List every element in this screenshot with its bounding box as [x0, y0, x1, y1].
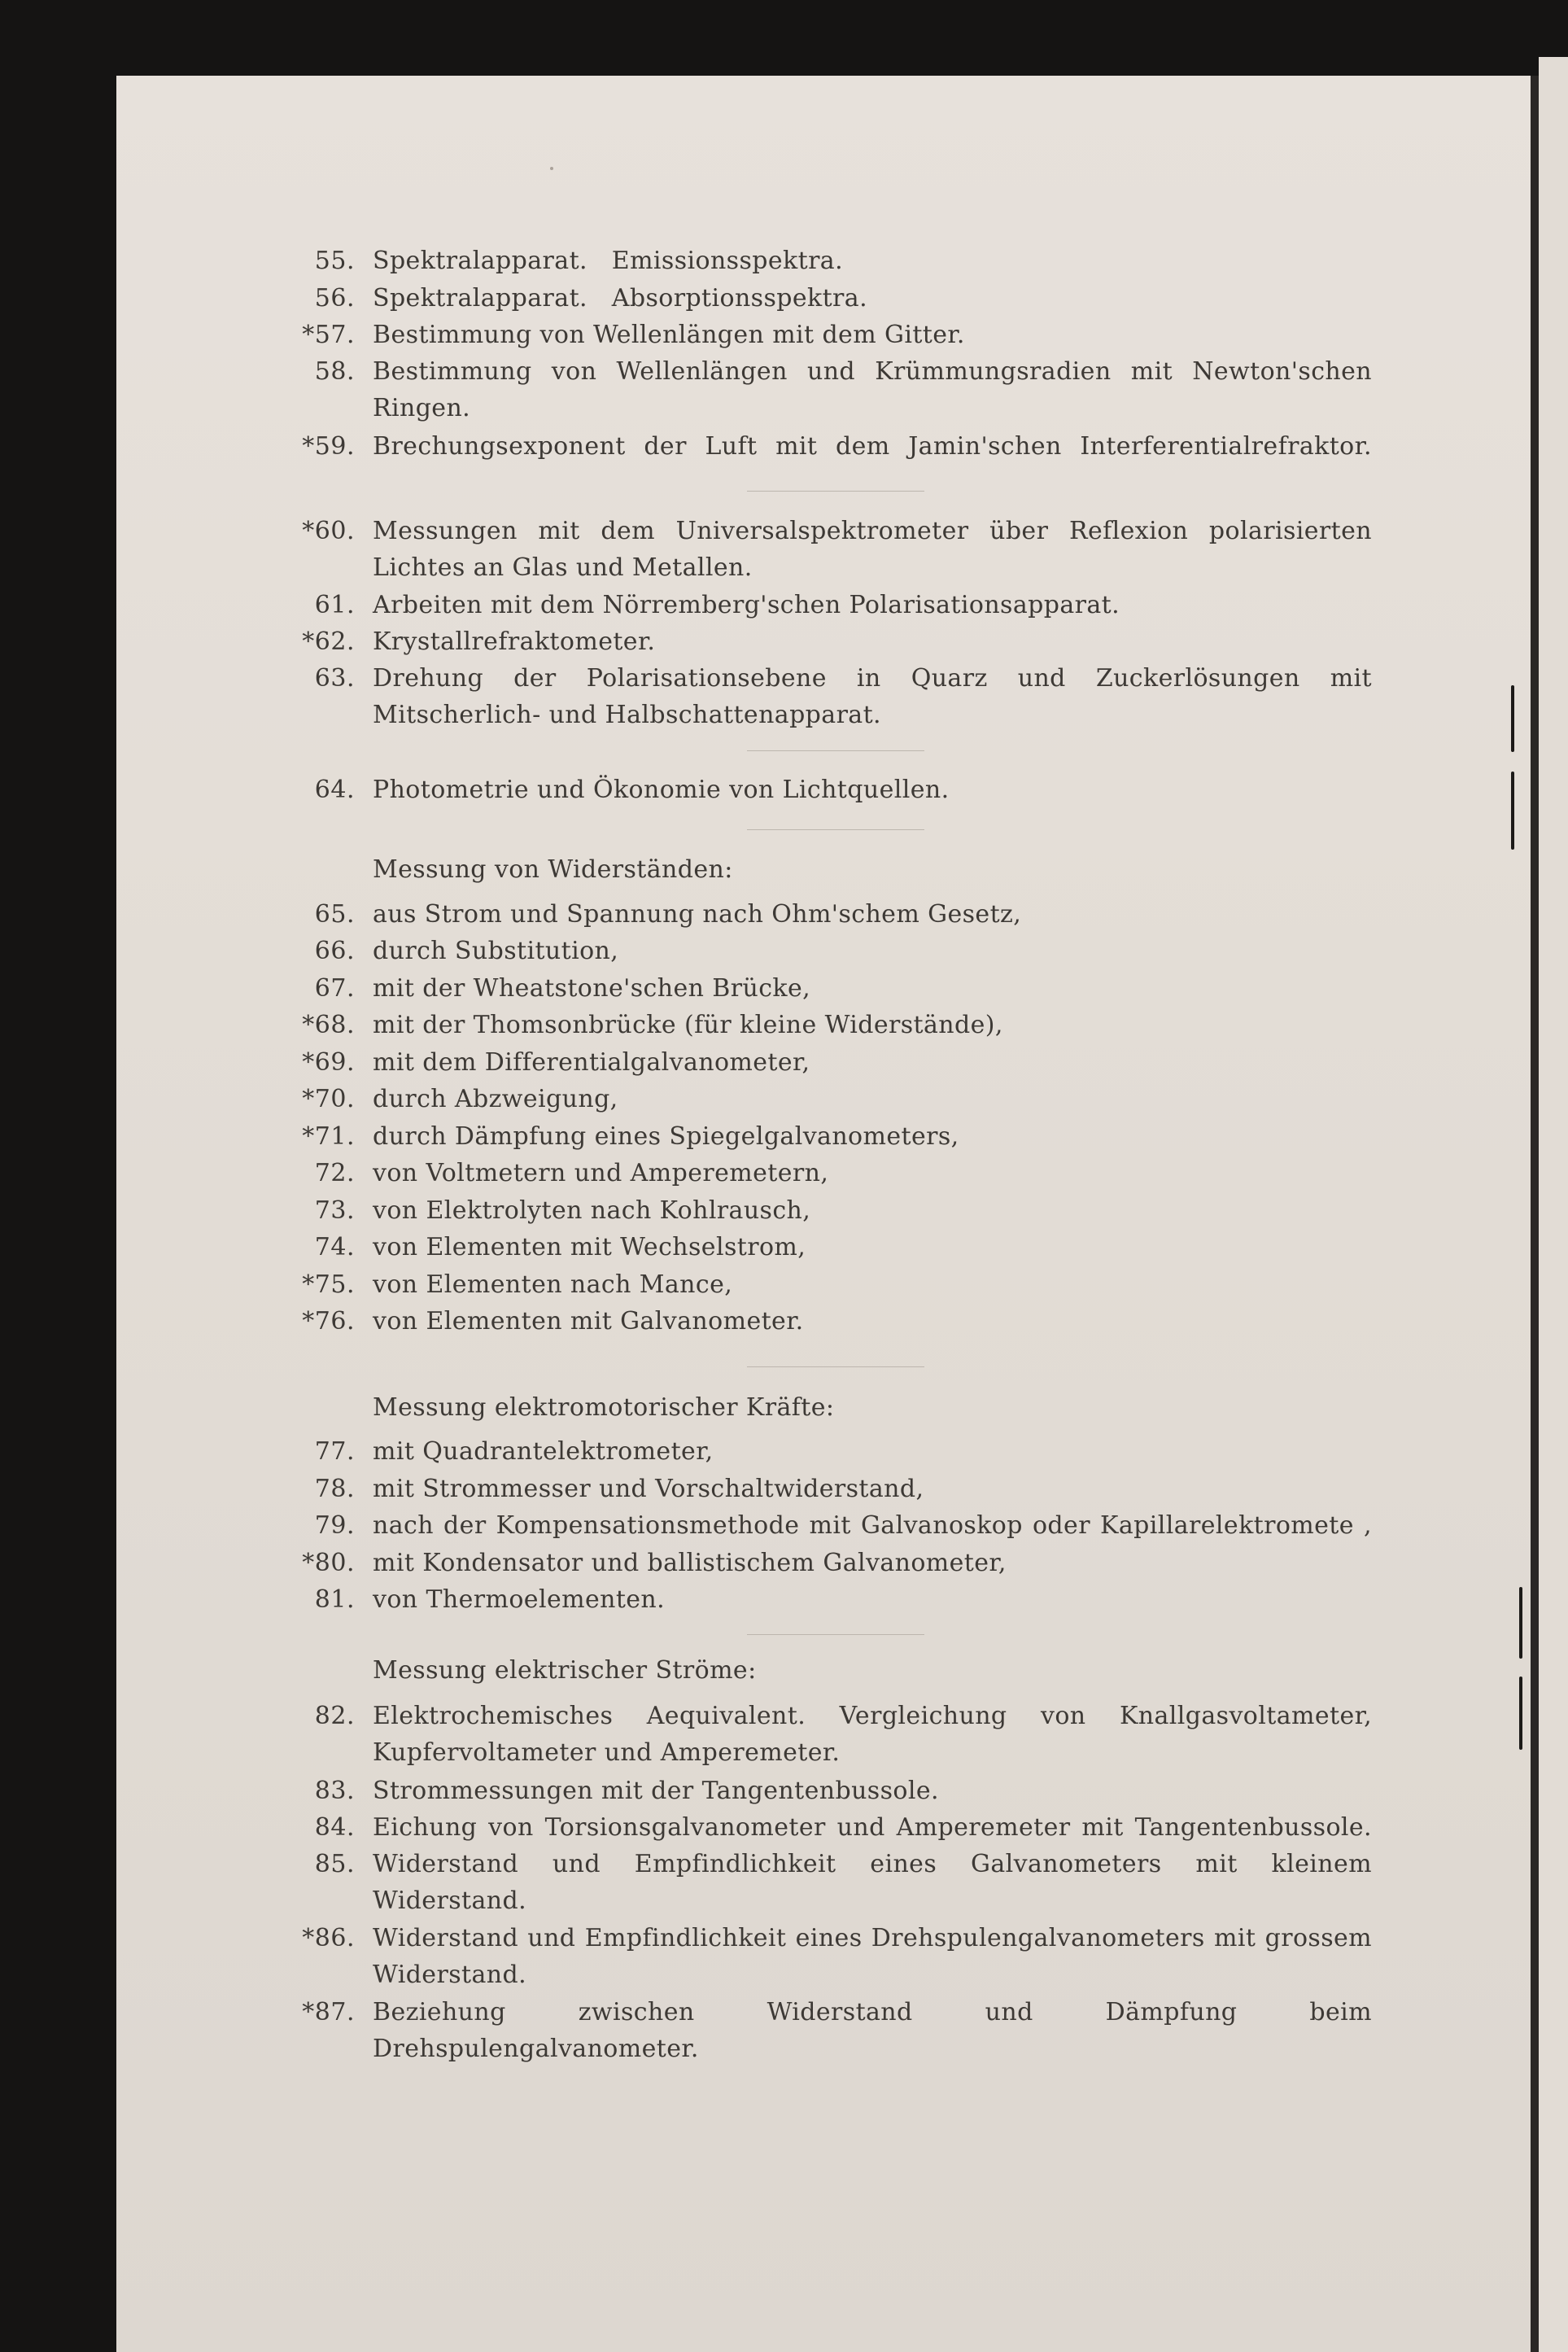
item-text: Widerstand und Empfindlichkeit eines Galvanometers mit kleinem Widerstand. — [373, 1850, 1372, 1915]
item-number: 58. — [314, 357, 355, 386]
item-number: *68. — [302, 1011, 355, 1039]
list-item — [277, 896, 1391, 933]
list-item — [277, 1303, 1391, 1340]
item-number: *87. — [302, 1998, 355, 2026]
item-number: 55. — [314, 247, 355, 275]
item-text: mit Strommesser und Vorschaltwiderstand, — [373, 1475, 924, 1503]
list-item — [277, 1229, 1391, 1266]
list-item — [277, 1118, 1391, 1155]
list-item — [277, 660, 1391, 733]
item-number: *60. — [302, 517, 355, 545]
item-text: Krystallrefraktometer. — [373, 627, 656, 656]
section-divider — [747, 829, 924, 830]
item-text: mit Quadrantelektrometer, — [373, 1437, 714, 1466]
item-text: Beziehung zwischen Widerstand und Dämpfung beim Drehspulengalvanometer. — [373, 1998, 1372, 2063]
list-item — [277, 1471, 1391, 1507]
item-number: 65. — [314, 900, 355, 929]
item-text: Arbeiten mit dem Nörremberg'schen Polarisationsapparat. — [373, 591, 1120, 619]
item-text: Widerstand und Empfindlichkeit eines Drehspulengalvanometers mit grossem Widerstand. — [373, 1924, 1372, 1989]
section-heading: Messung elektromotorischer Kräfte: — [373, 1393, 835, 1422]
item-text: aus Strom und Spannung nach Ohm'schem Gesetz, — [373, 900, 1022, 929]
item-number: 74. — [314, 1233, 355, 1261]
list-item — [277, 1433, 1391, 1470]
item-number: 78. — [314, 1475, 355, 1503]
item-number: 61. — [314, 591, 355, 619]
list-item — [277, 1581, 1391, 1618]
list-item — [277, 1698, 1391, 1771]
item-text: Strommessungen mit der Tangentenbussole. — [373, 1777, 939, 1805]
margin-mark — [1511, 685, 1514, 752]
item-text: mit dem Differentialgalvanometer, — [373, 1048, 810, 1077]
list-item — [277, 1044, 1391, 1081]
item-number: *80. — [302, 1549, 355, 1577]
item-text: durch Substitution, — [373, 937, 619, 965]
item-number: 77. — [314, 1437, 355, 1466]
list-item — [277, 587, 1391, 623]
item-text: mit der Wheatstone'schen Brücke, — [373, 974, 811, 1003]
item-text: mit Kondensator und ballistischem Galvanometer, — [373, 1549, 1007, 1577]
section-divider — [747, 750, 924, 751]
item-number: *71. — [302, 1122, 355, 1151]
item-text: Bestimmung von Wellenlängen und Krümmungsradien mit Newton'schen Ringen. — [373, 357, 1372, 422]
item-text: Brechungsexponent der Luft mit dem Jamin'schen Interferentialrefraktor. — [373, 432, 1372, 461]
margin-mark — [1511, 772, 1514, 850]
item-text: von Elementen nach Mance, — [373, 1270, 733, 1299]
list-item — [277, 772, 1391, 808]
list-item — [277, 243, 1391, 279]
item-text: durch Abzweigung, — [373, 1085, 618, 1113]
list-item — [277, 1773, 1391, 1809]
list-item — [277, 1507, 1391, 1544]
item-number: *57. — [302, 321, 355, 349]
item-text: von Elementen mit Wechselstrom, — [373, 1233, 806, 1261]
item-number: *86. — [302, 1924, 355, 1952]
item-text: Eichung von Torsionsgalvanometer und Amperemeter mit Tangentenbussole. — [373, 1813, 1372, 1842]
list-item — [277, 1809, 1391, 1846]
item-number: 73. — [314, 1196, 355, 1225]
item-number: 85. — [314, 1850, 355, 1878]
item-number: *69. — [302, 1048, 355, 1077]
list-item — [277, 623, 1391, 660]
list-item — [277, 1994, 1391, 2067]
list-item — [277, 428, 1391, 465]
list-item — [277, 353, 1391, 426]
item-number: 83. — [314, 1777, 355, 1805]
list-item — [277, 1846, 1391, 1919]
list-item — [277, 1192, 1391, 1229]
item-text: Bestimmung von Wellenlängen mit dem Gitter. — [373, 321, 965, 349]
list-item — [277, 933, 1391, 969]
item-number: 56. — [314, 284, 355, 313]
item-number: *76. — [302, 1307, 355, 1336]
list-item — [277, 317, 1391, 353]
list-item — [277, 1081, 1391, 1117]
item-number: 84. — [314, 1813, 355, 1842]
section-divider — [747, 491, 924, 492]
item-text: von Elementen mit Galvanometer. — [373, 1307, 804, 1336]
list-item — [277, 1920, 1391, 1993]
item-number: 63. — [314, 664, 355, 693]
item-text: nach der Kompensationsmethode mit Galvanoskop oder Kapillarelektromete , — [373, 1511, 1372, 1540]
item-number: 72. — [314, 1159, 355, 1187]
item-number: *70. — [302, 1085, 355, 1113]
item-number: *75. — [302, 1270, 355, 1299]
list-item — [277, 1155, 1391, 1191]
list-item — [277, 1545, 1391, 1581]
margin-mark — [1519, 1587, 1522, 1659]
section-heading: Messung elektrischer Ströme: — [373, 1656, 757, 1685]
list-item — [277, 1007, 1391, 1043]
item-text: Elektrochemisches Aequivalent. Vergleichung von Knallgasvoltameter, Kupfervoltameter und Amperemeter. — [373, 1702, 1372, 1767]
section-divider — [747, 1634, 924, 1635]
item-number: 79. — [314, 1511, 355, 1540]
item-number: *59. — [302, 432, 355, 461]
item-number: 82. — [314, 1702, 355, 1730]
item-text: von Elektrolyten nach Kohlrausch, — [373, 1196, 811, 1225]
item-number: 81. — [314, 1585, 355, 1614]
item-text: durch Dämpfung eines Spiegelgalvanometers, — [373, 1122, 959, 1151]
item-number: 67. — [314, 974, 355, 1003]
item-text: mit der Thomsonbrücke (für kleine Widerstände), — [373, 1011, 1003, 1039]
item-text: Drehung der Polarisationsebene in Quarz und Zuckerlösungen mit Mitscherlich- und Halbschattenapparat. — [373, 664, 1372, 729]
margin-mark — [1519, 1677, 1522, 1750]
item-text: von Voltmetern und Amperemetern, — [373, 1159, 829, 1187]
item-text: Messungen mit dem Universalspektrometer über Reflexion polarisierten Lichtes an Glas und Metallen. — [373, 517, 1372, 582]
paper-speck — [550, 167, 553, 170]
item-number: *62. — [302, 627, 355, 656]
section-heading: Messung von Widerständen: — [373, 855, 733, 884]
list-item — [277, 513, 1391, 586]
list-item — [277, 1266, 1391, 1303]
section-divider — [747, 1366, 924, 1367]
item-text: Photometrie und Ökonomie von Lichtquellen. — [373, 776, 950, 804]
item-text: Spektralapparat. Absorptionsspektra. — [373, 284, 868, 313]
item-text: Spektralapparat. Emissionsspektra. — [373, 247, 844, 275]
item-number: 66. — [314, 937, 355, 965]
list-item — [277, 970, 1391, 1007]
item-number: 64. — [314, 776, 355, 804]
list-item — [277, 280, 1391, 317]
item-text: von Thermoelementen. — [373, 1585, 666, 1614]
